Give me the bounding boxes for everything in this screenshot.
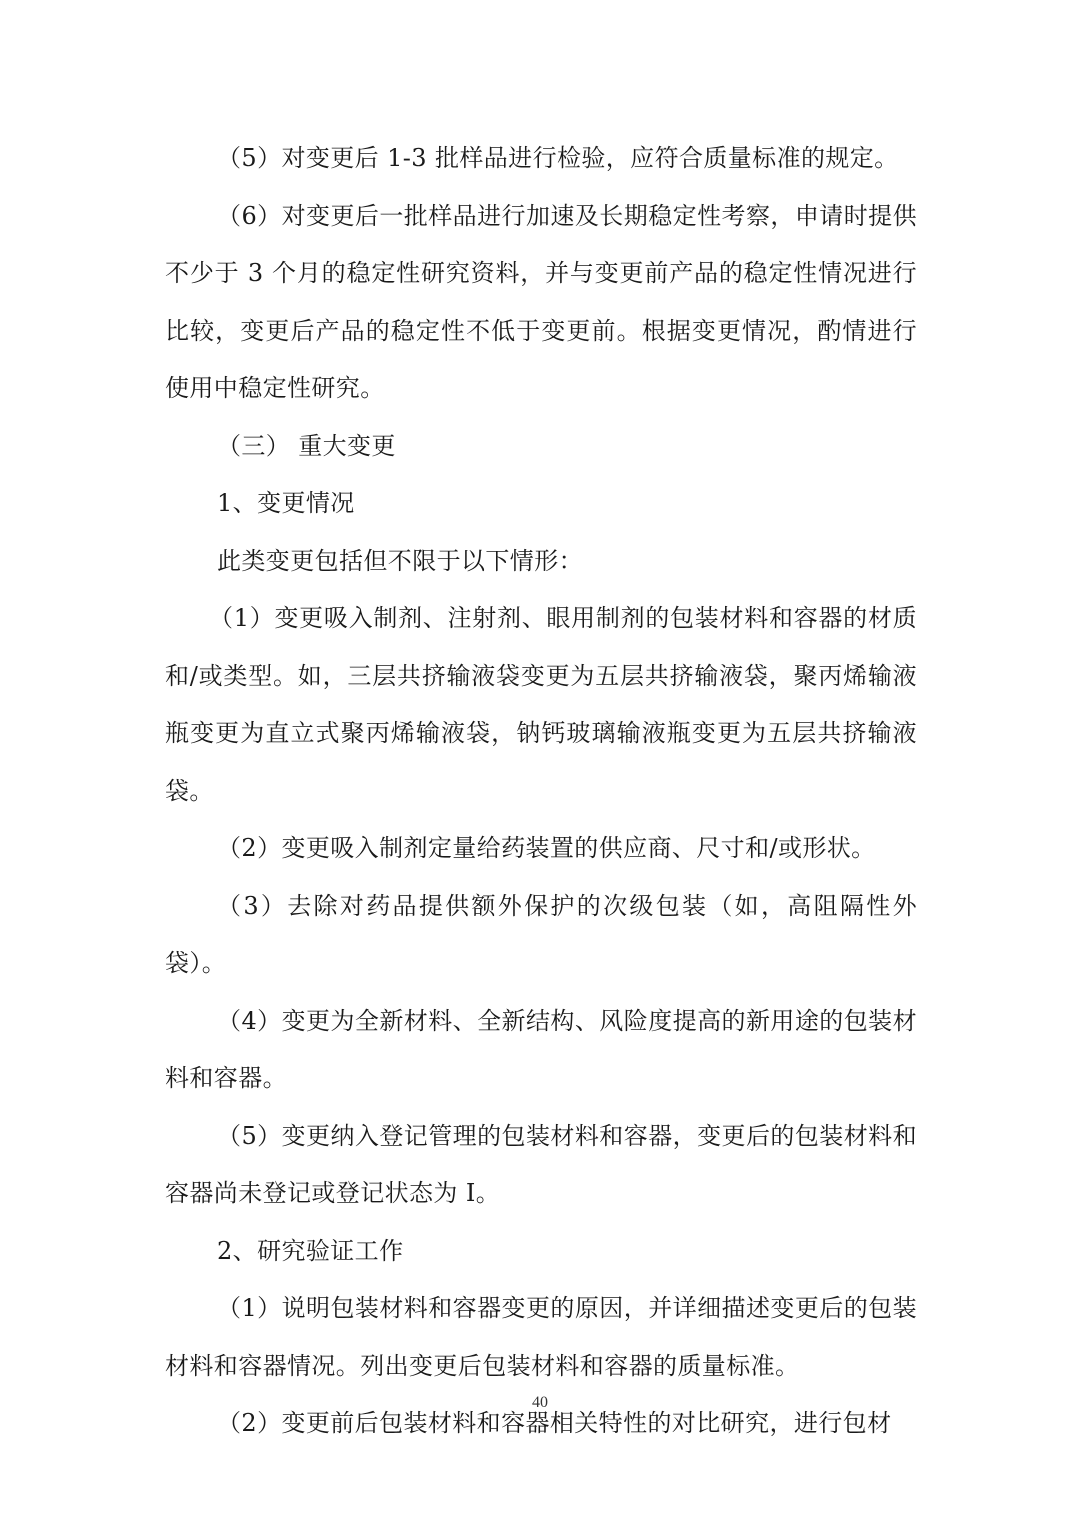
subheading-research-verification: 2、研究验证工作	[217, 1236, 404, 1265]
subheading-change-situation: 1、变更情况	[217, 489, 355, 517]
page-number: 40	[532, 1394, 548, 1411]
document-body	[165, 130, 917, 1453]
paragraph-situation-2: （2）变更吸入制剂定量给药装置的供应商、尺寸和/或形状。	[217, 834, 876, 862]
paragraph-intro-situations: 此类变更包括但不限于以下情形：	[217, 546, 583, 575]
paragraph-item-6-stability: （6）对变更后一批样品进行加速及长期稳定性考察，申请时提供不少于 3 个月的稳定性研究资料，并与变更前产品的稳定性情况进行比较，变更后产品的稳定性不低于变更前。根据变更情况，酌情进行使用中稳定性研究。	[165, 201, 917, 402]
section-heading-major-change: （三） 重大变更	[217, 431, 396, 460]
paragraph-situation-4: （4）变更为全新材料、全新结构、风险度提高的新用途的包装材料和容器。	[165, 1006, 917, 1092]
paragraph-situation-3: （3）去除对药品提供额外保护的次级包装（如，高阻隔性外袋）。	[165, 891, 917, 977]
paragraph-research-2: （2）变更前后包装材料和容器相关特性的对比研究，进行包材	[217, 1409, 892, 1437]
paragraph-research-1: （1）说明包装材料和容器变更的原因，并详细描述变更后的包装材料和容器情况。列出变更后包装材料和容器的质量标准。	[165, 1294, 917, 1380]
paragraph-situation-5: （5）变更纳入登记管理的包装材料和容器，变更后的包装材料和容器尚未登记或登记状态为 I。	[165, 1121, 917, 1207]
paragraph-item-5-testing: （5）对变更后 1-3 批样品进行检验，应符合质量标准的规定。	[217, 144, 899, 172]
paragraph-situation-1: （1）变更吸入制剂、注射剂、眼用制剂的包装材料和容器的材质和/或类型。如，三层共挤输液袋变更为五层共挤输液袋，聚丙烯输液瓶变更为直立式聚丙烯输液袋，钠钙玻璃输液瓶变更为五层共挤输液袋。	[165, 604, 917, 805]
